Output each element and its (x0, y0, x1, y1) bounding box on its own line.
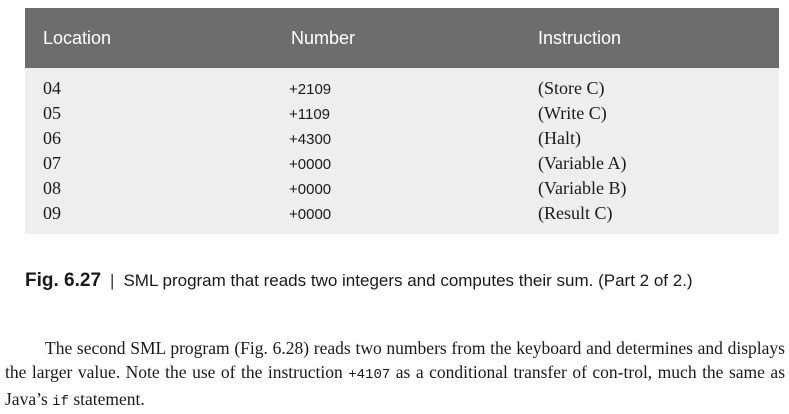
cell-instruction: (Variable B) (538, 178, 627, 198)
cell-instruction: (Store C) (538, 78, 605, 98)
cell-location: 05 (43, 103, 61, 123)
table-body (25, 68, 779, 234)
cell-number: +4300 (289, 131, 332, 148)
cell-location: 08 (43, 178, 61, 198)
table-header (25, 8, 779, 68)
caption-separator: | (110, 271, 115, 290)
cell-location: 04 (43, 78, 61, 98)
table-row (25, 151, 779, 176)
caption-text: SML program that reads two integers and computes their sum. (Part 2 of 2.) (123, 271, 693, 290)
cell-location: 09 (43, 203, 61, 223)
paragraph-text-1: The second SML program (Fig. 6.28) reads two numbers from the keyboard and determines and displays the larger value. Note the use of the instruction (5, 338, 785, 382)
table-row (25, 201, 779, 226)
cell-number: +0000 (289, 206, 332, 223)
cell-number: +0000 (289, 156, 332, 173)
cell-instruction: (Result C) (538, 203, 613, 223)
cell-number: +0000 (289, 181, 332, 198)
paragraph-text-2: as a conditional transfer of con-trol, much the same as Java’s (5, 362, 786, 409)
table-row (25, 76, 779, 101)
cell-instruction: (Write C) (538, 103, 607, 123)
cell-location: 06 (43, 128, 61, 148)
header-location: Location (43, 27, 112, 48)
cell-instruction: (Variable A) (538, 153, 627, 173)
header-number: Number (291, 27, 356, 48)
table-row (25, 101, 779, 126)
cell-number: +2109 (289, 81, 332, 98)
inline-code-if: if (52, 394, 69, 410)
paragraph-text-3: statement. (68, 389, 145, 409)
table-row (25, 176, 779, 201)
figure-caption (25, 270, 785, 292)
cell-location: 07 (43, 153, 61, 173)
inline-code-instruction: +4107 (348, 367, 391, 383)
header-instruction: Instruction (538, 27, 622, 48)
sml-program-table (25, 8, 779, 234)
cell-number: +1109 (289, 106, 331, 123)
body-paragraph (5, 336, 785, 414)
figure-label: Fig. 6.27 (25, 270, 102, 291)
table-row (25, 126, 779, 151)
cell-instruction: (Halt) (538, 128, 581, 148)
